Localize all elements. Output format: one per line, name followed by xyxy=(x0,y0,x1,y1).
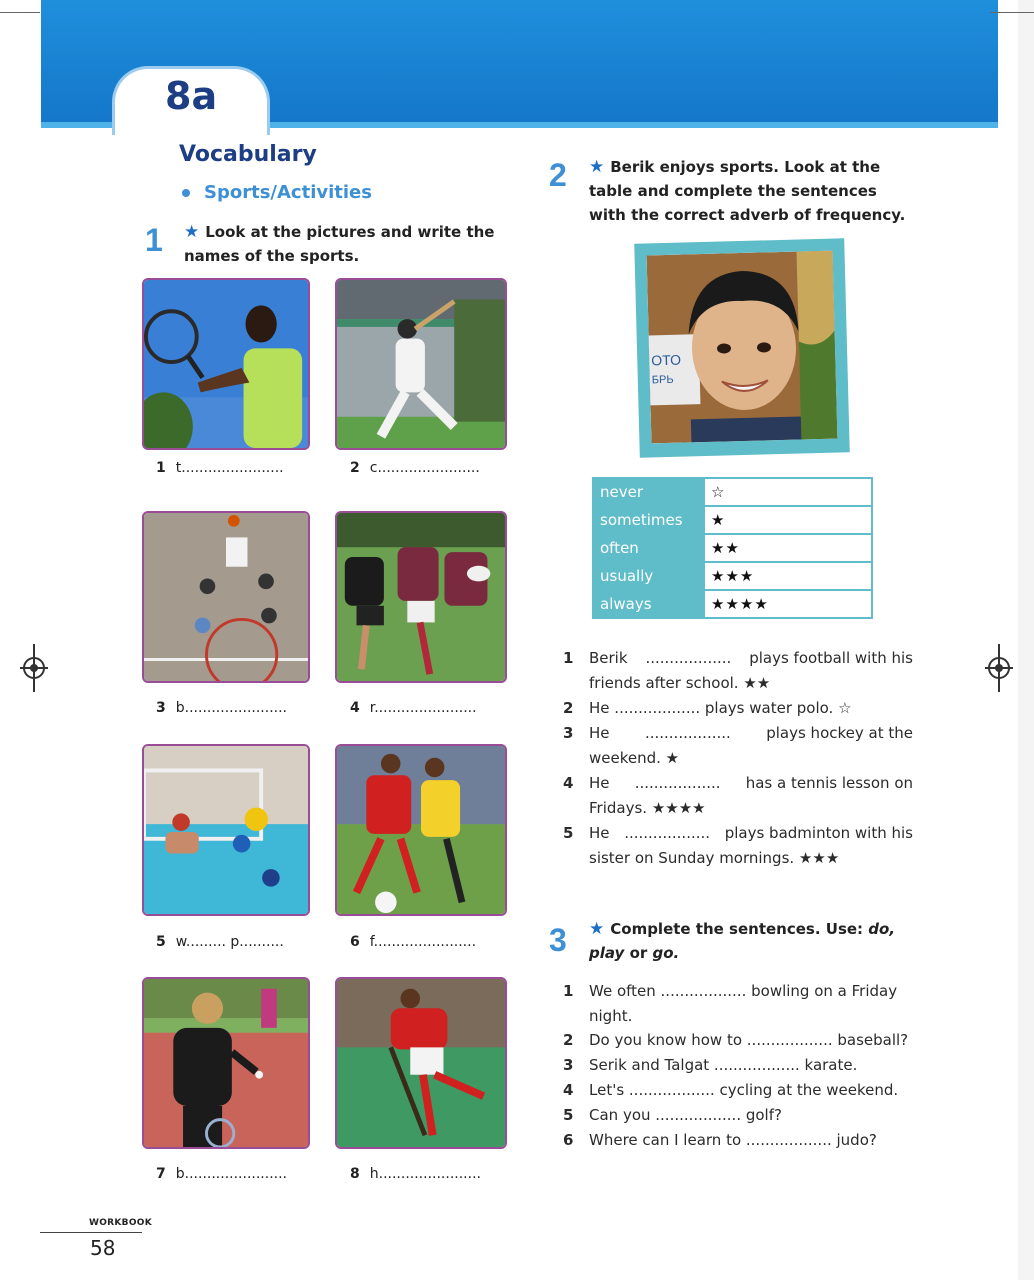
board-text: БРЬ xyxy=(651,373,674,387)
caption-number: 3 xyxy=(156,700,166,716)
caption-number: 5 xyxy=(156,934,166,950)
frequency-stars: ★★★ xyxy=(704,562,872,590)
caption-blank[interactable]: w......... p.......... xyxy=(175,934,284,950)
registration-target-icon xyxy=(988,657,1010,679)
section-title: Vocabulary xyxy=(179,142,317,167)
sentence-text: He xyxy=(589,774,610,792)
exercise-2-sentence-2 xyxy=(563,696,913,721)
exercise-3-number: 3 xyxy=(549,922,567,958)
footer-divider xyxy=(40,1232,142,1233)
table-row xyxy=(593,506,872,534)
photo-rugby xyxy=(335,511,507,683)
exercise-2-sentence-3 xyxy=(563,721,913,771)
caption-number: 7 xyxy=(156,1166,166,1182)
table-row xyxy=(593,590,872,618)
sentence-text[interactable]: Do you know how to .................. baseball? xyxy=(589,1031,909,1049)
photo-hockey xyxy=(335,977,507,1149)
sentence-text: has a tennis lesson on xyxy=(745,774,913,792)
crop-mark xyxy=(990,12,1034,13)
berik-photo-frame xyxy=(634,238,850,457)
exercise-2-number: 2 xyxy=(549,157,567,193)
sentence-line xyxy=(589,721,913,746)
sentence-text: He xyxy=(589,699,610,717)
caption-number: 6 xyxy=(350,934,360,950)
sentence-text[interactable]: Serik and Talgat .................. karate. xyxy=(589,1056,858,1074)
sentence-line xyxy=(589,646,913,671)
exercise-1-instruction xyxy=(184,220,504,268)
caption-number: 8 xyxy=(350,1166,360,1182)
caption-4 xyxy=(350,700,477,716)
photo-water-polo xyxy=(142,744,310,916)
exercise-2-instruction xyxy=(589,155,914,227)
photo-tennis xyxy=(142,278,310,450)
sentence-number: 6 xyxy=(563,1131,574,1149)
sentence-number: 4 xyxy=(563,1081,574,1099)
photo-basketball xyxy=(142,511,310,683)
caption-7 xyxy=(156,1166,287,1182)
sentence-text: plays hockey at the xyxy=(766,724,913,742)
table-row xyxy=(593,562,872,590)
caption-1 xyxy=(156,460,284,476)
sentence-text: friends after school. ★★ xyxy=(589,674,771,692)
exercise-3-sentence-3 xyxy=(563,1053,919,1078)
caption-blank[interactable]: c....................... xyxy=(369,460,480,476)
registration-target-icon xyxy=(23,657,45,679)
sentence-number: 4 xyxy=(563,774,574,792)
berik-photo xyxy=(647,251,838,444)
sentence-number: 3 xyxy=(563,724,574,742)
sentence-number: 3 xyxy=(563,1056,574,1074)
caption-blank[interactable]: h....................... xyxy=(369,1166,481,1182)
sentence-text: plays football with his xyxy=(749,649,913,667)
sentence-text: Berik xyxy=(589,649,628,667)
caption-5 xyxy=(156,934,284,950)
exercise-2-sentence-5 xyxy=(563,821,913,871)
frequency-word: always xyxy=(593,590,704,618)
exercise-1-number: 1 xyxy=(145,222,163,258)
sentence-line xyxy=(589,696,913,721)
answer-blank[interactable]: .................. xyxy=(645,649,732,667)
caption-number: 2 xyxy=(350,460,360,476)
frequency-stars: ★★ xyxy=(704,534,872,562)
table-row xyxy=(593,534,872,562)
sentence-number: 5 xyxy=(563,824,574,842)
sentence-text: night. xyxy=(589,1007,633,1025)
answer-blank[interactable]: .................. xyxy=(624,824,711,842)
star-icon: ★ xyxy=(184,222,200,242)
caption-blank[interactable]: t....................... xyxy=(175,460,284,476)
exercise-3-sentence-4 xyxy=(563,1078,919,1103)
sentence-text: He xyxy=(589,724,610,742)
photo-football xyxy=(335,744,507,916)
caption-blank[interactable]: r....................... xyxy=(369,700,477,716)
photo-cricket xyxy=(335,278,507,450)
exercise-2-sentence-1 xyxy=(563,646,913,696)
frequency-word: often xyxy=(593,534,704,562)
exercise-2-sentence-4 xyxy=(563,771,913,821)
frequency-stars: ☆ xyxy=(704,478,872,506)
caption-8 xyxy=(350,1166,481,1182)
frequency-word: never xyxy=(593,478,704,506)
caption-blank[interactable]: f....................... xyxy=(369,934,477,950)
sentence-text[interactable]: Where can I learn to .................. judo? xyxy=(589,1131,877,1149)
frequency-table xyxy=(592,477,873,619)
exercise-3-sentence-1 xyxy=(563,979,919,1029)
answer-blank[interactable]: .................. xyxy=(614,699,701,717)
page-number: 58 xyxy=(90,1236,116,1260)
caption-6 xyxy=(350,934,476,950)
sentence-line xyxy=(589,771,913,796)
sentence-text: sister on Sunday mornings. ★★★ xyxy=(589,849,840,867)
instruction-option: go. xyxy=(652,944,680,962)
footer-label: WORKBOOK xyxy=(89,1218,153,1228)
star-icon: ★ xyxy=(589,157,605,177)
unit-label: 8a xyxy=(165,74,218,118)
sentence-text[interactable]: We often .................. bowling on a Friday xyxy=(589,982,898,1000)
table-row xyxy=(593,478,872,506)
instruction-option: play xyxy=(589,944,625,962)
crop-mark xyxy=(0,12,40,13)
frequency-stars: ★★★★ xyxy=(704,590,872,618)
answer-blank[interactable]: .................. xyxy=(634,774,721,792)
board-text: ОТО xyxy=(651,351,682,369)
sentence-number: 2 xyxy=(563,1031,574,1049)
caption-blank[interactable]: b....................... xyxy=(175,1166,287,1182)
instruction-text: or xyxy=(629,944,648,962)
sentence-text: weekend. ★ xyxy=(589,749,680,767)
frequency-stars: ★ xyxy=(704,506,872,534)
sentence-text[interactable]: Let's .................. cycling at the weekend. xyxy=(589,1081,899,1099)
caption-number: 4 xyxy=(350,700,360,716)
sentence-text: He xyxy=(589,824,610,842)
subsection-title xyxy=(182,182,372,203)
sentence-number: 2 xyxy=(563,699,574,717)
instruction-text: Complete the sentences. Use: xyxy=(610,920,864,938)
frequency-word: sometimes xyxy=(593,506,704,534)
bullet-icon xyxy=(182,189,190,197)
answer-blank[interactable]: .................. xyxy=(644,724,731,742)
sentence-text: plays badminton with his xyxy=(724,824,913,842)
exercise-3-instruction xyxy=(589,917,914,965)
exercise-3-sentence-6 xyxy=(563,1128,919,1153)
instruction-option: do, xyxy=(868,920,896,938)
sentence-line xyxy=(589,821,913,846)
sentence-text[interactable]: Can you .................. golf? xyxy=(589,1106,782,1124)
caption-blank[interactable]: b....................... xyxy=(175,700,287,716)
subsection-label: Sports/Activities xyxy=(204,182,372,203)
sentence-text: plays water polo. ☆ xyxy=(704,699,852,717)
exercise-3-sentence-5 xyxy=(563,1103,919,1128)
exercise-1-instruction-text: Look at the pictures and write the names of the sports. xyxy=(184,223,495,265)
sentence-number: 5 xyxy=(563,1106,574,1124)
caption-2 xyxy=(350,460,480,476)
caption-3 xyxy=(156,700,287,716)
sentence-number: 1 xyxy=(563,982,574,1000)
sentence-text: Fridays. ★★★★ xyxy=(589,799,706,817)
caption-number: 1 xyxy=(156,460,166,476)
star-icon: ★ xyxy=(589,919,605,939)
exercise-3-sentence-2 xyxy=(563,1028,919,1053)
exercise-2-instruction-text: Berik enjoys sports. Look at the table and complete the sentences with the correct adverb of frequency. xyxy=(589,158,906,224)
photo-badminton xyxy=(142,977,310,1149)
frequency-word: usually xyxy=(593,562,704,590)
sentence-number: 1 xyxy=(563,649,574,667)
